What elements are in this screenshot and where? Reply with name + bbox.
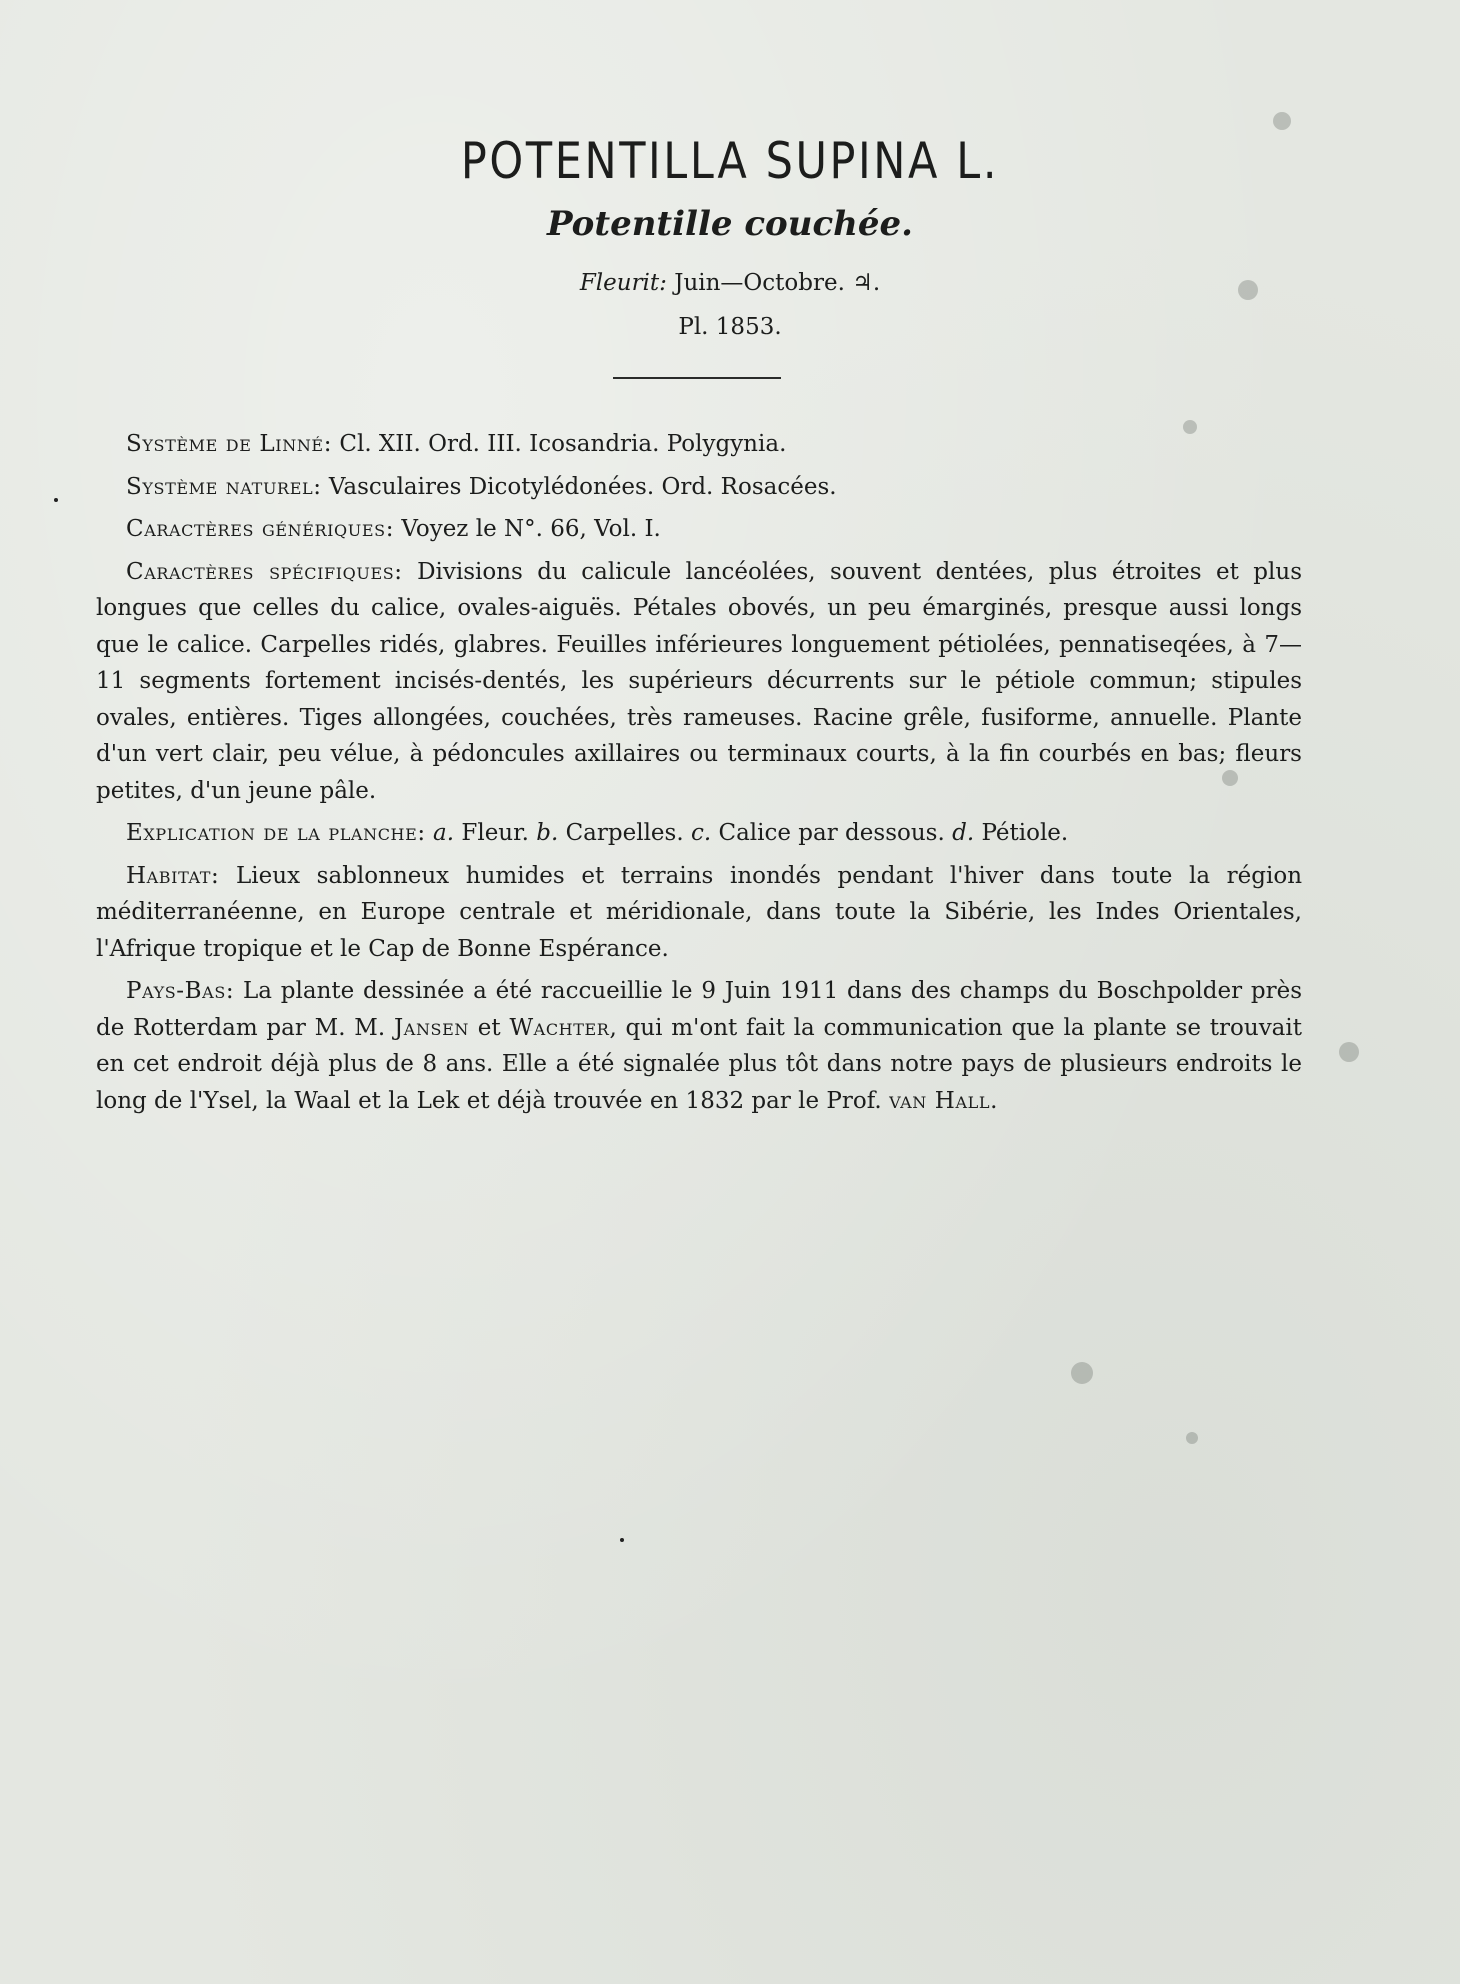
section-text: , qui m'ont fait la communication que la plante se trouvait en cet endroit déjà plus de 8 ans. Elle a été signalée plus tôt dans notre pays de plusieurs endroits le long de l'Ysel, la Waal et la Lek et déjà trouvée en 1832 par le Prof. bbox=[96, 1014, 1302, 1114]
description-body bbox=[96, 426, 1302, 1125]
divider-rule bbox=[613, 377, 781, 379]
section-explication bbox=[96, 815, 1302, 852]
figure-desc: Carpelles. bbox=[565, 820, 684, 846]
page-title: POTENTILLA SUPINA L. bbox=[460, 132, 1000, 190]
figure-desc: Pétiole. bbox=[981, 820, 1069, 846]
figure-key: a. bbox=[433, 820, 455, 846]
section-text: Divisions du calicule lancéolées, souvent dentées, plus étroites et plus longues que celles du calice, ovales-aiguës. Pétales obovés, un peu émarginés, presque aussi longs que le calice. Carpelles ridés, glabres. Feuilles inférieures longuement pétiolées, pennatiseqées, à 7—11 segments fortement incisés-dentés, les supérieurs décurrents sur le pétiole commun; stipules ovales, entières. Tiges allongées, couchées, très rameuses. Racine grêle, fusiforme, annuelle. Plante d'un vert clair, peu vélue, à pédoncules axillaires ou terminaux courts, à la fin courbés en bas; fleurs petites, d'un jeune pâle. bbox=[96, 558, 1302, 804]
section-text: Voyez le N°. 66, Vol. I. bbox=[401, 516, 661, 542]
flowering-label: Fleurit: bbox=[579, 270, 667, 296]
figure-desc: Calice par dessous. bbox=[718, 820, 945, 846]
flowering-line bbox=[0, 270, 1460, 296]
section-label: Pays-Bas: bbox=[126, 978, 235, 1004]
flowering-value: Juin—Octobre. ♃. bbox=[674, 270, 881, 296]
section-pays-bas bbox=[96, 973, 1302, 1119]
section-linne bbox=[96, 426, 1302, 463]
author-name: van Hall bbox=[889, 1087, 991, 1114]
paper-speck bbox=[1071, 1362, 1093, 1384]
section-text: et bbox=[477, 1014, 501, 1041]
section-label: Caractères spécifiques: bbox=[126, 558, 403, 585]
section-text: . bbox=[990, 1087, 998, 1114]
paper-dot bbox=[54, 498, 58, 502]
paper-speck bbox=[1273, 112, 1291, 130]
section-label: Système de Linné: bbox=[126, 431, 333, 457]
page-subtitle: Potentille couchée. bbox=[547, 204, 913, 244]
section-label: Caractères génériques: bbox=[126, 516, 395, 542]
section-specifiques bbox=[96, 554, 1302, 810]
section-label: Système naturel: bbox=[126, 473, 322, 500]
section-naturel bbox=[96, 469, 1302, 506]
section-label: Habitat: bbox=[126, 862, 220, 889]
plate-number: Pl. 1853. bbox=[678, 314, 782, 340]
section-text: Vasculaires Dicotylédonées. Ord. Rosacées. bbox=[328, 473, 837, 500]
section-text: Lieux sablonneux humides et terrains inondés pendant l'hiver dans toute la région méditerranéenne, en Europe centrale et méridionale, dans toute la Sibérie, les Indes Orientales, l'Afrique tropique et le Cap de Bonne Espérance. bbox=[96, 862, 1303, 962]
section-generiques bbox=[96, 511, 1302, 548]
figure-desc: Fleur. bbox=[461, 820, 529, 846]
paper-speck bbox=[1339, 1042, 1359, 1062]
section-text: La plante dessinée a été raccueillie le 9 Juin 1911 dans des champs du Boschpolder près de Rotterdam par M. M. bbox=[96, 978, 1302, 1041]
figure-key: d. bbox=[952, 820, 975, 846]
figure-key: c. bbox=[690, 820, 712, 846]
figure-key: b. bbox=[536, 820, 559, 846]
section-text: Cl. XII. Ord. III. Icosandria. Polygynia. bbox=[339, 431, 787, 457]
paper-dot bbox=[620, 1538, 624, 1542]
section-label: Explication de la planche: bbox=[126, 820, 426, 846]
paper-speck bbox=[1186, 1432, 1198, 1444]
collector-name: Wachter bbox=[509, 1014, 610, 1041]
section-habitat bbox=[96, 858, 1302, 968]
collector-name: Jansen bbox=[393, 1014, 469, 1041]
